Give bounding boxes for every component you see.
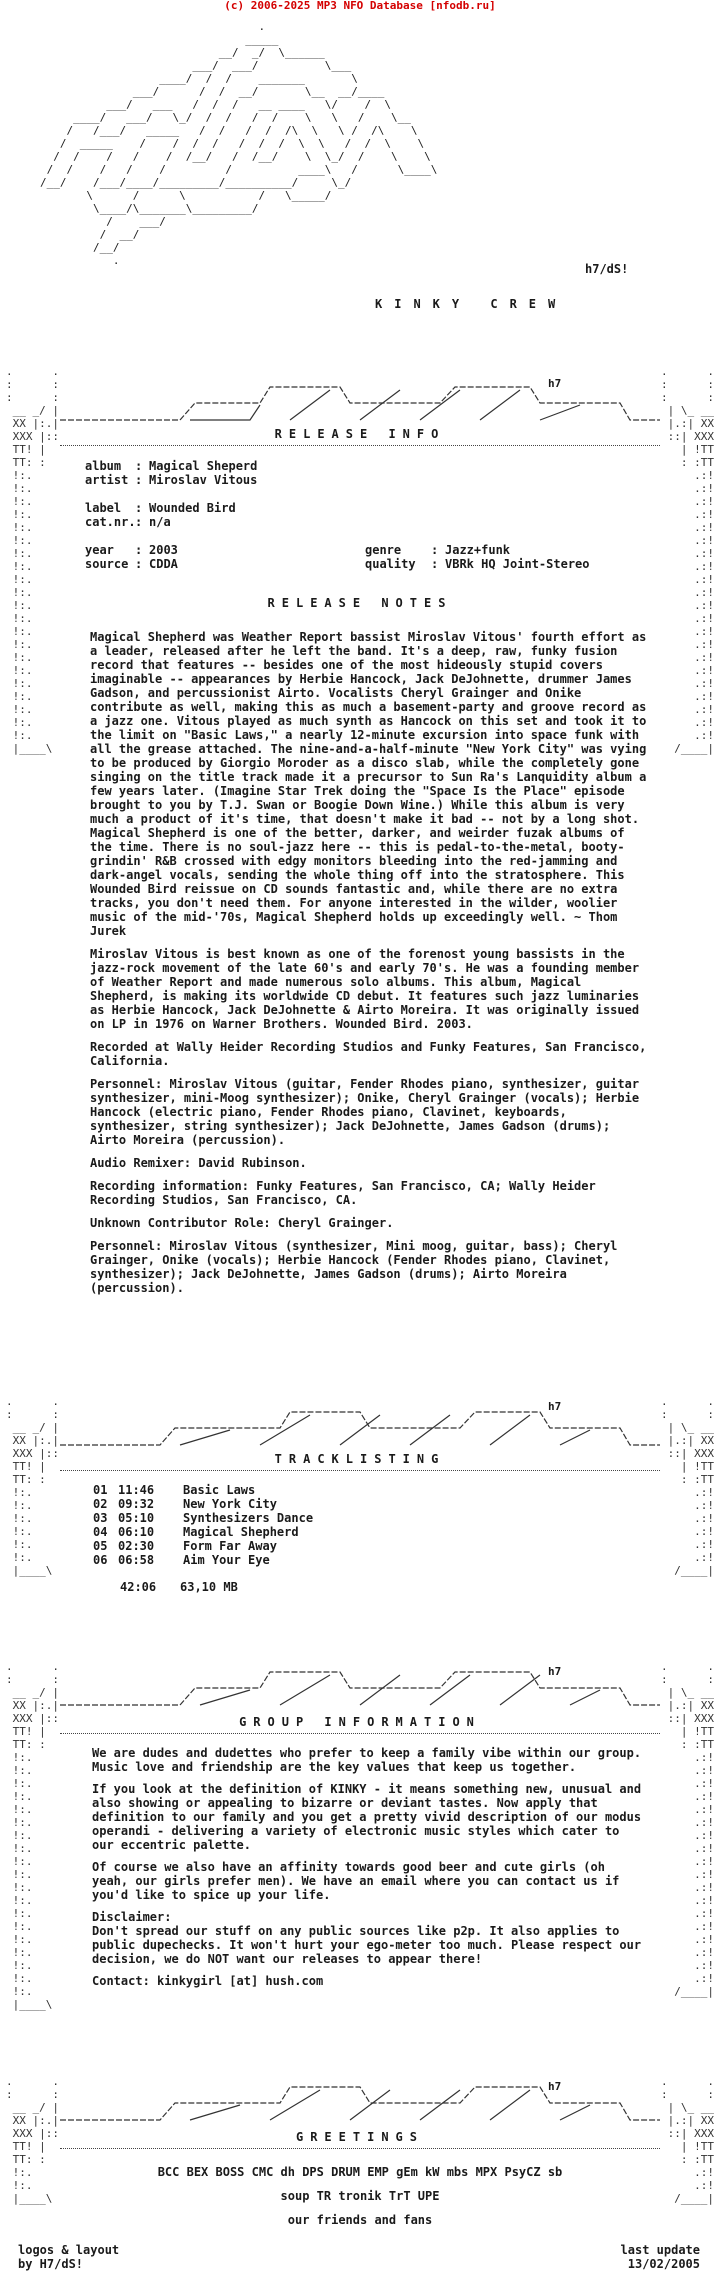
divider [60,2148,660,2151]
frame-left: . . : : : : __ _/ | XX |:.| XXX |:: TT! | TT: : !:. !:. !:. !:. !:. !:. !:. !:. !:. !:. !:. !:. !:. !:. !:. !:. !:. !:. !:. !:. !:. |____\ [6,365,59,755]
notes-paragraph: Audio Remixer: David Rubinson. [90,1156,307,1170]
footer-right-line: last update [620,2243,700,2257]
frame-right: . . : : | \_ __ |.:| XX ::| XXX | !TT : :TT .:! .:! .:! .:! .:! .:! /____| [661,1395,714,1577]
divider [60,1470,660,1473]
track-number: 04 [93,1525,108,1539]
label-value: Wounded Bird [149,501,236,515]
banner-tag: h7 [548,1665,562,1678]
track-time: 05:10 [118,1511,155,1525]
year-value: 2003 [149,543,178,557]
track-list [93,1483,493,1567]
track-time: 02:30 [118,1539,155,1553]
greetings-title: GREETINGS [295,2130,425,2144]
track-row [93,1539,493,1553]
greetings-section [0,2075,720,2245]
source-value: CDDA [149,557,178,571]
release-notes-body [90,630,650,1304]
footer-left-line: by H7/dS! [18,2257,84,2271]
divider [60,445,660,448]
section-banner [60,2075,660,2135]
greetings-line: BCC BEX BOSS CMC dh DPS DRUM EMP gEm kW mbs MPX PsyCZ sb [157,2165,563,2179]
banner-tag: h7 [548,377,562,390]
footer-credits [18,2243,119,2271]
catnr-value: n/a [149,515,171,529]
info-row-label: label : Wounded Bird [85,501,236,515]
tracklisting-section [0,1395,720,1595]
group-info-body [92,1746,642,1996]
banner-tag: h7 [548,2080,562,2093]
album-value: Magical Sheperd [149,459,258,473]
track-title: New York City [183,1497,277,1511]
quality-label: quality [365,557,416,571]
quality-value: VBRk HQ Joint-Stereo [445,557,590,571]
info-row-source-quality: source : CDDA quality : VBRk HQ Joint-Stereo [85,557,590,571]
info-row-artist: artist : Miroslav Vitous [85,473,258,487]
notes-paragraph: Recorded at Wally Heider Recording Studios and Funky Features, San Francisco, California. [90,1040,647,1068]
track-title: Aim Your Eye [183,1553,270,1567]
banner-graphic [60,1660,660,1720]
track-time: 06:10 [118,1525,155,1539]
track-number: 01 [93,1483,108,1497]
notes-paragraph: Magical Shepherd was Weather Report bassist Miroslav Vitous' fourth effort as a leader, released after he left the band. It's a deep, raw, funky fusion record that features -- besides one of the most hideously stupid covers imaginable -- appearances by Herbie Hancock, Jack DeJohnette, drummer James Gadson, and percussionist Airto. Vocalists Cheryl Grainger and Onike contribute as well, making this as much a basement-party and groove record as a jazz one. Vitous played as much synth as Hancock on this set and took it to the limit on "Basic Laws," a nearly 12-minute excursion into space funk with all the grease attached. The nine-and-a-half-minute "New York City" was vying to be produced by Giorgio Moroder as a disco slab, while the completely gone singing on the title track made it a precursor to Sun Ra's Lanquidity album a few years later. (Imagine Star Trek doing the "Space Is the Place" episode brought to you by T.J. Swan or Boogie Down Wine.) While this album is very much a product of it's time, that doesn't make it bad -- not by a long shot. Magical Shepherd is one of the better, darker, and weirder fuzak albums of the time. There is no soul-jazz here -- this is pedal-to-the-metal, booty-grindin' R&B crossed with edgy monitors bleeding into the red-jamming and dark-angel vocals, sending the whole thing off into the stratosphere. This Wounded Bird reissue on CD sounds fantastic and, while there are no extra tracks, you don't need them. For anyone interested in the wilder, woolier music of the mid-'70s, Magical Shepherd holds up exceedingly well. ~ Thom Jurek [90,630,647,938]
divider [60,1733,660,1736]
track-time: 09:32 [118,1497,155,1511]
frame-left: . . : : __ _/ | XX |:.| XXX |:: TT! | TT: : !:. !:. !:. !:. !:. !:. !:. !:. !:. !:. !:. !:. !:. !:. !:. !:. !:. !:. !:. |____\ [6,1660,59,2011]
genre-label: genre [365,543,402,557]
frame-right: . . : : | \_ __ |.:| XX ::| XXX | !TT : :TT .:! .:! /____| [661,2075,714,2205]
section-banner [60,1660,660,1720]
group-paragraph: If you look at the definition of KINKY - it means something new, unusual and also showing or appealing to bizarre or deviant tastes. Now apply that definition to our family and you get a pretty vivid description of our modus operandi - delivering a variety of electronic music styles which cater to our eccentric palette. [92,1782,642,1852]
footer-right-line: 13/02/2005 [627,2257,700,2271]
track-row [93,1553,493,1567]
track-row [93,1497,493,1511]
kinky-logo-ascii [40,20,680,360]
contact-line: Contact: kinkygirl [at] hush.com [92,1974,324,1988]
track-row [93,1525,493,1539]
artist-label: artist [85,473,129,487]
catnr-label: cat.nr. [85,515,136,529]
release-info-title: RELEASE INFO [274,427,446,441]
track-title: Magical Shepherd [183,1525,299,1539]
disclaimer-text: Don't spread our stuff on any public sources like p2p. It also applies to public dupechecks. It won't hurt your ego-meter too much. Please respect our decision, we do NOT want our releases to appear there! [92,1924,642,1966]
release-notes-title: RELEASE NOTES [267,596,453,610]
album-label: album [85,459,122,473]
track-row [93,1511,493,1525]
info-row-catnr: cat.nr. : n/a [85,515,171,529]
section-banner [60,375,660,435]
banner-graphic [60,375,660,435]
section-banner [60,1400,660,1460]
tracklisting-title: TRACKLISTING [274,1452,446,1466]
notes-paragraph: Unknown Contributor Role: Cheryl Grainger. [90,1216,394,1230]
track-number: 03 [93,1511,108,1525]
group-info-section [0,1660,720,2060]
frame-left: . . : : __ _/ | XX |:.| XXX |:: TT! | TT: : !:. !:. |____\ [6,2075,59,2205]
label-label: label [85,501,122,515]
notes-paragraph: Personnel: Miroslav Vitous (guitar, Fender Rhodes piano, synthesizer, guitar synthesizer, mini-Moog synthesizer); Onike, Cheryl Grainger (vocals); Herbie Hancock (electric piano, Fender Rhodes piano, Clavinet, keyboards, synthesizer, string synthesizer); Jack DeJohnette, James Gadson (drums); Airto Moreira (percussion). [90,1077,640,1147]
frame-right: . . : : | \_ __ |.:| XX ::| XXX | !TT : :TT .:! .:! .:! .:! .:! .:! .:! .:! .:! .:! .:! .:! .:! .:! .:! .:! .:! .:! /____| [661,1660,714,1998]
info-row-album: album : Magical Sheperd [85,459,258,473]
track-number: 02 [93,1497,108,1511]
track-row [93,1483,493,1497]
release-info-grid [85,459,645,571]
logo-signature: h7/dS! [585,262,629,276]
logo-ascii-art: . _____ __/ _/ \______ ___/ ___/ \___ ____/ / / _______ \ ___/ / / __/ \__ __/____ ___/ ___ / / / __ ____ \/ / \ ____/ ___/ \_/ / / / / \ \ / \__ / /___/ _____ / / / / /\ \ \ / /\ \ / _____ / / / / / / / \ \ / / \ \ / / / / / /__/ / /__/ \ \_/ / \ \ / / / / / / ____\ / \____\ /__/ /___/____/_________/__________/ \_/ \ / \ / \_____/ \____/\_______\_________/ / ___/ / __/ /__/ . [40,20,438,267]
group-info-title: GROUP INFORMATION [239,1715,481,1729]
greetings-line: soup TR tronik TrT UPE [280,2189,440,2203]
artist-value: Miroslav Vitous [149,473,258,487]
notes-paragraph: Personnel: Miroslav Vitous (synthesizer, Mini moog, guitar, bass); Cheryl Grainger, Onike (vocals); Herbie Hancock (Fender Rhodes piano, Clavinet, synthesizer); Jack DeJohnette, James Gadson (drums); Airto Moreira (percussion). [90,1239,618,1295]
footer-left-line: logos & layout [18,2243,120,2257]
banner-graphic [60,2075,660,2135]
greetings-line: our friends and fans [287,2213,433,2227]
track-title: Synthesizers Dance [183,1511,314,1525]
banner-graphic [60,1400,660,1460]
genre-value: Jazz+funk [445,543,511,557]
track-title: Form Far Away [183,1539,277,1553]
group-paragraph: Of course we also have an affinity towards good beer and cute girls (oh yeah, our girls prefer men). We have an email where you can contact us if you'd like to spice up your life. [92,1860,620,1902]
nfodb-header: (c) 2006-2025 MP3 NFO Database [nfodb.ru] [224,0,496,12]
year-label: year [85,543,114,557]
total-time: 42:06 [120,1580,157,1594]
footer-update [621,2243,700,2271]
total-size: 63,10 MB [180,1580,238,1594]
logo-crew-label: KINKY CREW [375,297,568,311]
info-row-year-genre: year : 2003 genre : Jazz+funk [85,543,511,557]
frame-right: . . : : : : | \_ __ |.:| XX ::| XXX | !TT : :TT .:! .:! .:! .:! .:! .:! .:! .:! .:! .:! .:! .:! .:! .:! .:! .:! .:! .:! .:! .:! .:! /____| [661,365,714,755]
disclaimer-label: Disclaimer: [92,1910,172,1924]
group-paragraph: We are dudes and dudettes who prefer to keep a family vibe within our group. Music love and friendship are the key values that keep us together. [92,1746,642,1774]
track-title: Basic Laws [183,1483,256,1497]
notes-paragraph: Recording information: Funky Features, San Francisco, CA; Wally Heider Recording Studios, San Francisco, CA. [90,1179,596,1207]
source-label: source [85,557,129,571]
track-number: 06 [93,1553,108,1567]
frame-left: . . : : __ _/ | XX |:.| XXX |:: TT! | TT: : !:. !:. !:. !:. !:. !:. |____\ [6,1395,59,1577]
banner-tag: h7 [548,1400,562,1413]
track-time: 11:46 [118,1483,155,1497]
track-number: 05 [93,1539,108,1553]
notes-paragraph: Miroslav Vitous is best known as one of the forenost young bassists in the jazz-rock movement of the late 60's and early 70's. He was a founding member of Weather Report and made numerous solo albums. This album, Magical Shepherd, is making its worldwide CD debut. It features such jazz luminaries as Herbie Hancock, Jack DeJohnette & Airto Moreira. It was originally issued on LP in 1976 on Warner Brothers. Wounded Bird. 2003. [90,947,640,1031]
track-time: 06:58 [118,1553,155,1567]
